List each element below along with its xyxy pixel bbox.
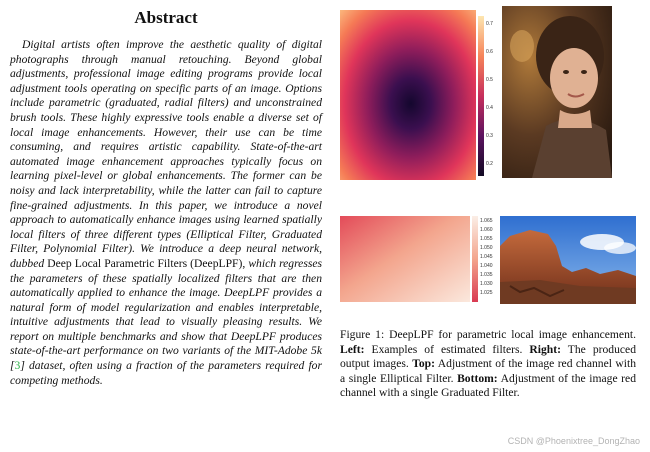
method-name: Deep Local Parametric Filters (DeepLPF), xyxy=(47,256,246,270)
abstract-section xyxy=(10,8,322,388)
bottom-colorbar-tick: 1.045 xyxy=(480,254,493,260)
csdn-watermark: CSDN @Phoenixtree_DongZhao xyxy=(507,436,640,446)
bottom-colorbar-tick: 1.035 xyxy=(480,272,493,278)
bottom-colorbar-tick: 1.065 xyxy=(480,218,493,224)
portrait-output-image xyxy=(502,6,612,178)
top-colorbar-tick: 0.4 xyxy=(486,105,493,111)
elliptical-filter-map xyxy=(340,10,476,180)
caption-bottom-text: Adjustment of the image red channel with a single Graduated Filter. xyxy=(340,371,636,400)
top-colorbar-tick: 0.7 xyxy=(486,21,493,27)
bottom-colorbar-tick: 1.040 xyxy=(480,263,493,269)
caption-right-text: The produced output images. xyxy=(340,342,636,371)
figure-caption xyxy=(340,328,636,401)
abstract-text-1: Digital artists often improve the aesthetic quality of digital photographs through manual retouching. Beyond global adjustments, professional image editing programs provide local adjustment tools operating on specific parts of an image. Options include parametric (graduated, radial filters) and unconstrained brush tools. These highly expressive tools enable a diverse set of local image enhancements. However, their use can be time consuming, and requires artistic capability. State-of-the-art automated image enhancement approaches typically focus on learning pixel-level or global enhancements. The former can be noisy and lack interpretability, while the latter can fail to capture fine-grained adjustments. In this paper, we introduce a novel approach to automatically enhance images using learned spatially local filters of three different types (Elliptical Filter, Graduated Filter, Polynomial Filter). We introduce a deep neural network, dubbed xyxy=(10,38,322,270)
abstract-text-3: ] dataset, often using a fraction of the parameters required for competing methods. xyxy=(10,359,322,387)
top-colorbar-tick: 0.3 xyxy=(486,133,493,139)
abstract-body xyxy=(10,38,322,388)
caption-bottom-label: Bottom: xyxy=(457,371,498,385)
abstract-title: Abstract xyxy=(134,8,198,27)
graduated-filter-map xyxy=(340,216,470,302)
bottom-colorbar-ticks xyxy=(480,216,502,302)
top-colorbar-tick: 0.5 xyxy=(486,77,493,83)
bottom-colorbar-tick: 1.055 xyxy=(480,236,493,242)
caption-left-label: Left: xyxy=(340,342,365,356)
bottom-colorbar-tick: 1.030 xyxy=(480,281,493,287)
landscape-output-image xyxy=(500,216,636,304)
caption-left-text: Examples of estimated filters. xyxy=(371,342,523,356)
abstract-text-2: which regresses the parameters of these spatially localized filters that are then automatically applied to enhance the image. DeepLPF provides a natural form of model regularization and enables interpretable, intuitive adjustments that lead to visually pleasing results. We report on multiple benchmarks and show that DeepLPF produces state-of-the-art performance on two variants of the MIT-Adobe 5k [ xyxy=(10,256,323,373)
caption-top-label: Top: xyxy=(412,357,435,371)
top-colorbar xyxy=(478,16,484,176)
caption-lead: Figure 1: DeepLPF for parametric local image enhancement. xyxy=(340,328,636,341)
bottom-colorbar-tick: 1.050 xyxy=(480,245,493,251)
caption-right-label: Right: xyxy=(529,342,561,356)
bottom-colorbar-tick: 1.025 xyxy=(480,290,493,296)
bottom-colorbar-tick: 1.060 xyxy=(480,227,493,233)
bottom-colorbar xyxy=(472,216,478,302)
citation-link[interactable]: 3 xyxy=(14,359,21,373)
caption-top-text: Adjustment of the image red channel with a single Elliptical Filter. xyxy=(340,357,636,385)
top-colorbar-tick: 0.6 xyxy=(486,49,493,55)
figure-1 xyxy=(340,6,640,446)
top-colorbar-tick: 0.2 xyxy=(486,161,493,167)
